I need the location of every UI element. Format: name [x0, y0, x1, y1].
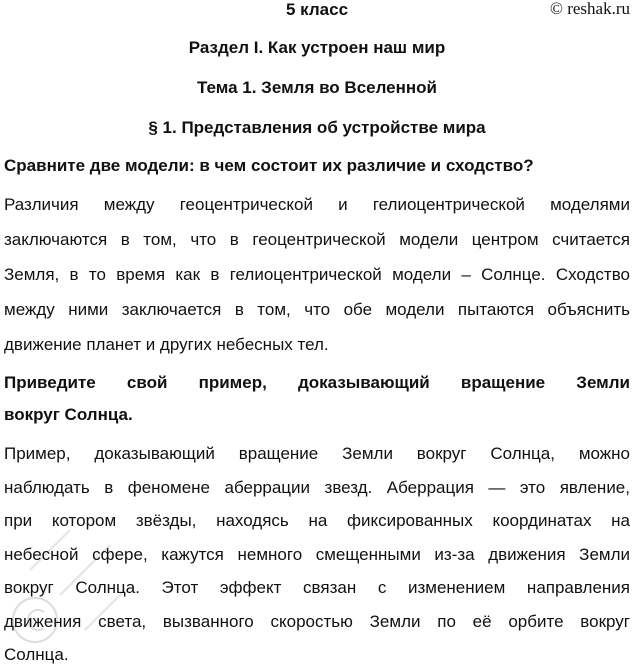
- question-1: Сравните две модели: в чем состоит их различие и сходство?: [4, 156, 534, 175]
- answer-2-line: наблюдать в феномене аберрации звезд. Аберрация — это явление,: [4, 478, 630, 497]
- answer-1-line: между ними заключается в том, что обе модели пытаются объяснить: [4, 300, 630, 319]
- answer-2-line: вокруг Солнца. Этот эффект связан с изменением направления: [4, 578, 630, 597]
- paragraph-title: § 1. Представления об устройстве мира: [148, 118, 486, 137]
- topic-title: Тема 1. Земля во Вселенной: [196, 78, 438, 97]
- answer-2-line: при котором звёзды, находясь на фиксированных координатах на: [4, 511, 630, 530]
- answer-2-line: Пример, доказывающий вращение Земли вокруг Солнца, можно: [4, 444, 630, 463]
- answer-1-line: Земля, в то время как в гелиоцентрической модели – Солнце. Сходство: [4, 265, 630, 284]
- answer-2-line: движения света, вызванного скоростью Земли по её орбите вокруг: [4, 612, 630, 631]
- answer-1-line: Различия между геоцентрической и гелиоцентрической моделями: [4, 195, 630, 214]
- grade-title: 5 класс: [285, 0, 349, 19]
- answer-2-line: небесной сфере, кажутся немного смещенными из-за движения Земли: [4, 545, 630, 564]
- answer-1-line: заключаются в том, что в геоцентрической модели центром считается: [4, 230, 630, 249]
- answer-2-line: Солнца.: [4, 645, 69, 664]
- brand-label: © reshak.ru: [550, 0, 630, 18]
- section-title: Раздел I. Как устроен наш мир: [188, 38, 446, 57]
- answer-1-line: движение планет и других небесных тел.: [4, 335, 329, 354]
- question-2-line: вокруг Солнца.: [4, 405, 133, 424]
- question-2-line: Приведите свой пример, доказывающий вращение Земли: [4, 373, 630, 392]
